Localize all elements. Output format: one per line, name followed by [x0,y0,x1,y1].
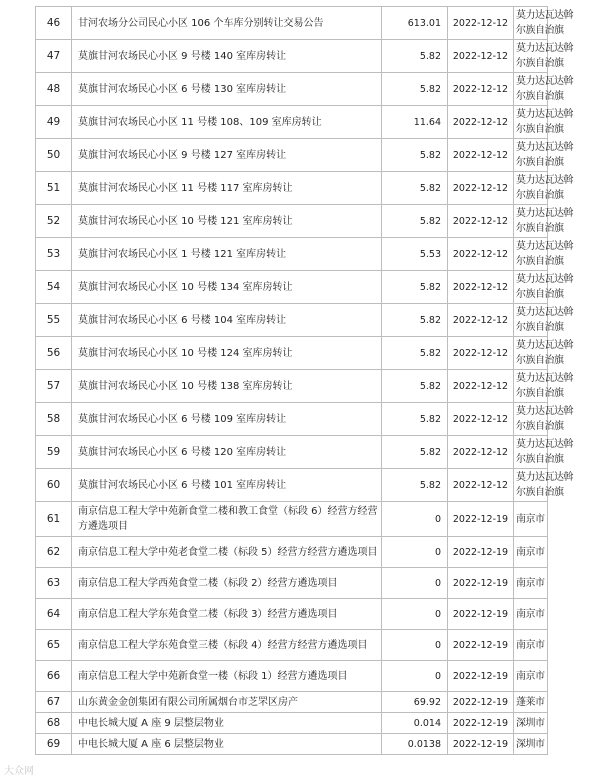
row-region [514,734,548,755]
row-number: 65 [36,630,72,661]
row-project-name: 甘河农场分公司民心小区 106 个车库分别转让交易公告 [72,7,382,40]
row-amount: 5.82 [382,271,448,304]
row-number: 61 [36,502,72,537]
row-region [514,436,573,469]
table-row [36,73,548,106]
table-row [36,734,548,755]
row-region-text: 莫力达瓦达斡尔族自治旗 [516,142,573,168]
row-number: 53 [36,238,72,271]
row-region-text: 莫力达瓦达斡尔族自治旗 [516,274,573,300]
row-region-text: 莫力达瓦达斡尔族自治旗 [516,43,573,69]
row-region [514,370,573,403]
table-row [36,661,548,692]
row-date: 2022-12-19 [448,568,514,599]
row-project-name: 南京信息工程大学中苑老食堂二楼（标段 5）经营方经营方遴选项目 [72,537,382,568]
row-region [514,139,573,172]
table-row [36,139,548,172]
row-date: 2022-12-19 [448,502,514,537]
row-amount: 5.82 [382,40,448,73]
row-region [514,271,573,304]
row-project-name: 莫旗甘河农场民心小区 6 号楼 109 室库房转让 [72,403,382,436]
row-region-text: 蓬莱市 [516,696,545,708]
row-project-name: 莫旗甘河农场民心小区 6 号楼 120 室库房转让 [72,436,382,469]
row-amount: 5.82 [382,436,448,469]
row-number: 51 [36,172,72,205]
row-region-text: 莫力达瓦达斡尔族自治旗 [516,175,573,201]
table-row [36,713,548,734]
table-row [36,40,548,73]
row-number: 55 [36,304,72,337]
row-number: 47 [36,40,72,73]
row-amount: 5.82 [382,205,448,238]
row-region-text: 莫力达瓦达斡尔族自治旗 [516,307,573,333]
table-row [36,337,548,370]
row-region-text: 深圳市 [516,717,545,729]
row-amount: 5.82 [382,304,448,337]
row-number: 56 [36,337,72,370]
row-amount: 5.53 [382,238,448,271]
row-project-name: 南京信息工程大学中苑新食堂二楼和教工食堂（标段 6）经营方经营方遴选项目 [72,502,382,537]
row-number: 59 [36,436,72,469]
table-row [36,271,548,304]
row-number: 69 [36,734,72,755]
row-date: 2022-12-12 [448,304,514,337]
row-amount: 0 [382,568,448,599]
row-project-name: 莫旗甘河农场民心小区 9 号楼 140 室库房转让 [72,40,382,73]
row-project-name: 南京信息工程大学中苑新食堂一楼（标段 1）经营方遴选项目 [72,661,382,692]
row-number: 48 [36,73,72,106]
row-number: 49 [36,106,72,139]
table-row [36,537,548,568]
row-date: 2022-12-19 [448,692,514,713]
row-number: 57 [36,370,72,403]
row-amount: 0 [382,502,448,537]
row-date: 2022-12-12 [448,106,514,139]
row-number: 58 [36,403,72,436]
row-region-text: 南京市 [516,639,545,651]
row-amount: 5.82 [382,337,448,370]
table-row [36,692,548,713]
row-date: 2022-12-12 [448,238,514,271]
row-project-name: 莫旗甘河农场民心小区 9 号楼 127 室库房转让 [72,139,382,172]
row-number: 60 [36,469,72,502]
row-project-name: 中电长城大厦 A 座 6 层整层物业 [72,734,382,755]
row-amount: 5.82 [382,172,448,205]
row-date: 2022-12-19 [448,713,514,734]
row-amount: 0.0138 [382,734,448,755]
row-region [514,661,548,692]
row-number: 52 [36,205,72,238]
row-region-text: 南京市 [516,670,545,682]
table-row [36,502,548,537]
row-date: 2022-12-12 [448,469,514,502]
row-amount: 5.82 [382,370,448,403]
row-region [514,713,548,734]
table-row [36,599,548,630]
row-region-text: 莫力达瓦达斡尔族自治旗 [516,340,573,366]
table-row [36,205,548,238]
row-number: 67 [36,692,72,713]
row-project-name: 莫旗甘河农场民心小区 11 号楼 117 室库房转让 [72,172,382,205]
row-amount: 0 [382,630,448,661]
row-region-text: 莫力达瓦达斡尔族自治旗 [516,241,573,267]
row-region [514,7,573,40]
row-date: 2022-12-19 [448,537,514,568]
row-number: 66 [36,661,72,692]
row-region [514,238,573,271]
row-region [514,537,548,568]
row-region-text: 南京市 [516,546,545,558]
row-region-text: 南京市 [516,513,545,525]
listing-table-container [35,6,573,755]
row-amount: 5.82 [382,73,448,106]
row-date: 2022-12-12 [448,7,514,40]
table-row [36,7,548,40]
row-project-name: 莫旗甘河农场民心小区 6 号楼 101 室库房转让 [72,469,382,502]
watermark-logo: 大众网 [4,766,34,777]
row-date: 2022-12-12 [448,139,514,172]
row-region [514,630,548,661]
row-amount: 0 [382,599,448,630]
row-region-text: 莫力达瓦达斡尔族自治旗 [516,406,573,432]
row-amount: 0 [382,537,448,568]
row-date: 2022-12-12 [448,40,514,73]
row-region-text: 深圳市 [516,738,545,750]
row-region-text: 莫力达瓦达斡尔族自治旗 [516,439,573,465]
row-amount: 5.82 [382,403,448,436]
row-number: 63 [36,568,72,599]
row-date: 2022-12-19 [448,599,514,630]
row-number: 50 [36,139,72,172]
row-project-name: 莫旗甘河农场民心小区 10 号楼 134 室库房转让 [72,271,382,304]
row-region [514,205,573,238]
row-region-text: 莫力达瓦达斡尔族自治旗 [516,10,573,36]
row-project-name: 南京信息工程大学东苑食堂三楼（标段 4）经营方经营方遴选项目 [72,630,382,661]
table-row [36,630,548,661]
row-project-name: 莫旗甘河农场民心小区 6 号楼 130 室库房转让 [72,73,382,106]
row-region [514,568,548,599]
row-project-name: 中电长城大厦 A 座 9 层整层物业 [72,713,382,734]
row-date: 2022-12-12 [448,403,514,436]
row-amount: 613.01 [382,7,448,40]
row-amount: 5.82 [382,139,448,172]
row-region-text: 莫力达瓦达斡尔族自治旗 [516,109,573,135]
row-project-name: 南京信息工程大学西苑食堂二楼（标段 2）经营方遴选项目 [72,568,382,599]
table-row [36,238,548,271]
row-region [514,403,573,436]
table-row [36,370,548,403]
table-row [36,568,548,599]
row-date: 2022-12-12 [448,172,514,205]
row-project-name: 山东黄金金创集团有限公司所属烟台市芝罘区房产 [72,692,382,713]
row-project-name: 莫旗甘河农场民心小区 10 号楼 121 室库房转让 [72,205,382,238]
row-region-text: 莫力达瓦达斡尔族自治旗 [516,472,573,498]
row-region-text: 莫力达瓦达斡尔族自治旗 [516,208,573,234]
table-row [36,304,548,337]
row-date: 2022-12-12 [448,370,514,403]
row-amount: 5.82 [382,469,448,502]
row-region-text: 南京市 [516,608,545,620]
table-row [36,172,548,205]
listing-table-body [36,7,573,755]
row-amount: 0.014 [382,713,448,734]
row-region [514,172,573,205]
row-project-name: 莫旗甘河农场民心小区 10 号楼 124 室库房转让 [72,337,382,370]
row-region-text: 莫力达瓦达斡尔族自治旗 [516,373,573,399]
row-region [514,469,573,502]
table-row [36,106,548,139]
row-date: 2022-12-12 [448,436,514,469]
row-region [514,40,573,73]
row-number: 68 [36,713,72,734]
row-project-name: 莫旗甘河农场民心小区 6 号楼 104 室库房转让 [72,304,382,337]
table-row [36,403,548,436]
row-region [514,337,573,370]
row-number: 62 [36,537,72,568]
table-row [36,436,548,469]
row-date: 2022-12-12 [448,337,514,370]
row-region [514,304,573,337]
row-region [514,502,548,537]
row-number: 54 [36,271,72,304]
row-number: 64 [36,599,72,630]
row-project-name: 莫旗甘河农场民心小区 10 号楼 138 室库房转让 [72,370,382,403]
row-date: 2022-12-19 [448,630,514,661]
row-project-name: 莫旗甘河农场民心小区 11 号楼 108、109 室库房转让 [72,106,382,139]
row-region-text: 莫力达瓦达斡尔族自治旗 [516,76,573,102]
row-project-name: 莫旗甘河农场民心小区 1 号楼 121 室库房转让 [72,238,382,271]
row-date: 2022-12-19 [448,734,514,755]
row-region [514,106,573,139]
row-amount: 11.64 [382,106,448,139]
table-row [36,469,548,502]
row-date: 2022-12-19 [448,661,514,692]
row-date: 2022-12-12 [448,271,514,304]
row-date: 2022-12-12 [448,73,514,106]
row-region [514,599,548,630]
row-date: 2022-12-12 [448,205,514,238]
row-number: 46 [36,7,72,40]
row-region [514,73,573,106]
row-project-name: 南京信息工程大学东苑食堂二楼（标段 3）经营方遴选项目 [72,599,382,630]
listing-table [35,6,573,755]
row-amount: 0 [382,661,448,692]
row-region-text: 南京市 [516,577,545,589]
row-amount: 69.92 [382,692,448,713]
row-region [514,692,548,713]
